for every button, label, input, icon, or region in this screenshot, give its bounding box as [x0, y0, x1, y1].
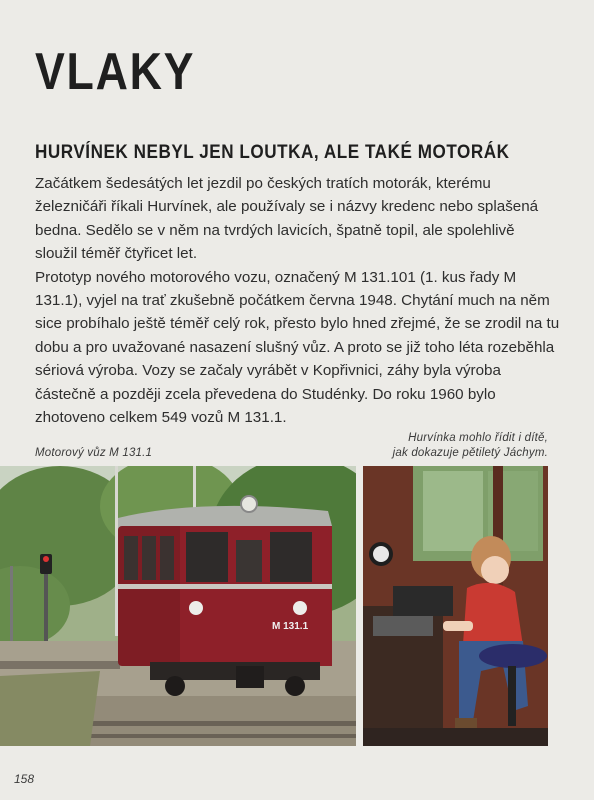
page-number: 158: [14, 772, 35, 786]
paragraph-2: Prototyp nového motorového vozu, označený M 131.101 (1. kus řady M 131.1), vyjel na trať zkušebně počátkem června 1948. Chytání much na něm sice probíhalo ještě téměř celý rok, přesto bylo hned zřejmé, že se zrodil na tu dobu a pro uvažované nasazení slušný vůz. A proto se již toho léta rozeběhla sériová výroba. Vozy se začaly vyrábět v Kopřivnici, záhy byla výroba částečně a později zcela převedena do Studénky. Do roku 1960 bylo zhotoveno celkem 549 vozů M 131.1.: [35, 268, 560, 427]
caption-train: Motorový vůz M 131.1: [35, 447, 153, 459]
railcar-illustration: [0, 466, 356, 746]
section-title: HURVÍNEK NEBYL JEN LOUTKA, ALE TAKÉ MOTORÁK: [35, 142, 510, 163]
photo-railcar: [0, 466, 356, 746]
article-body: [35, 172, 560, 429]
caption-child-line-1: Hurvínka mohlo řídit i dítě,: [408, 432, 548, 444]
cab-illustration: [363, 466, 548, 746]
photo-child-in-cab: [363, 466, 548, 746]
chapter-title: VLAKY: [35, 43, 196, 101]
caption-child: [393, 431, 548, 461]
train-plate: M 131.1: [272, 621, 309, 632]
caption-child-line-2: jak dokazuje pětiletý Jáchym.: [392, 447, 548, 459]
paragraph-1: Začátkem šedesátých let jezdil po českých tratích motorák, kterému železničáři říkali Hurvínek, ale používaly se i názvy kredenc nebo splašená bedna. Sedělo se v něm na tvrdých lavicích, špatně topil, ale spolehlivě sloužil téměř čtyřicet let.: [35, 175, 539, 263]
